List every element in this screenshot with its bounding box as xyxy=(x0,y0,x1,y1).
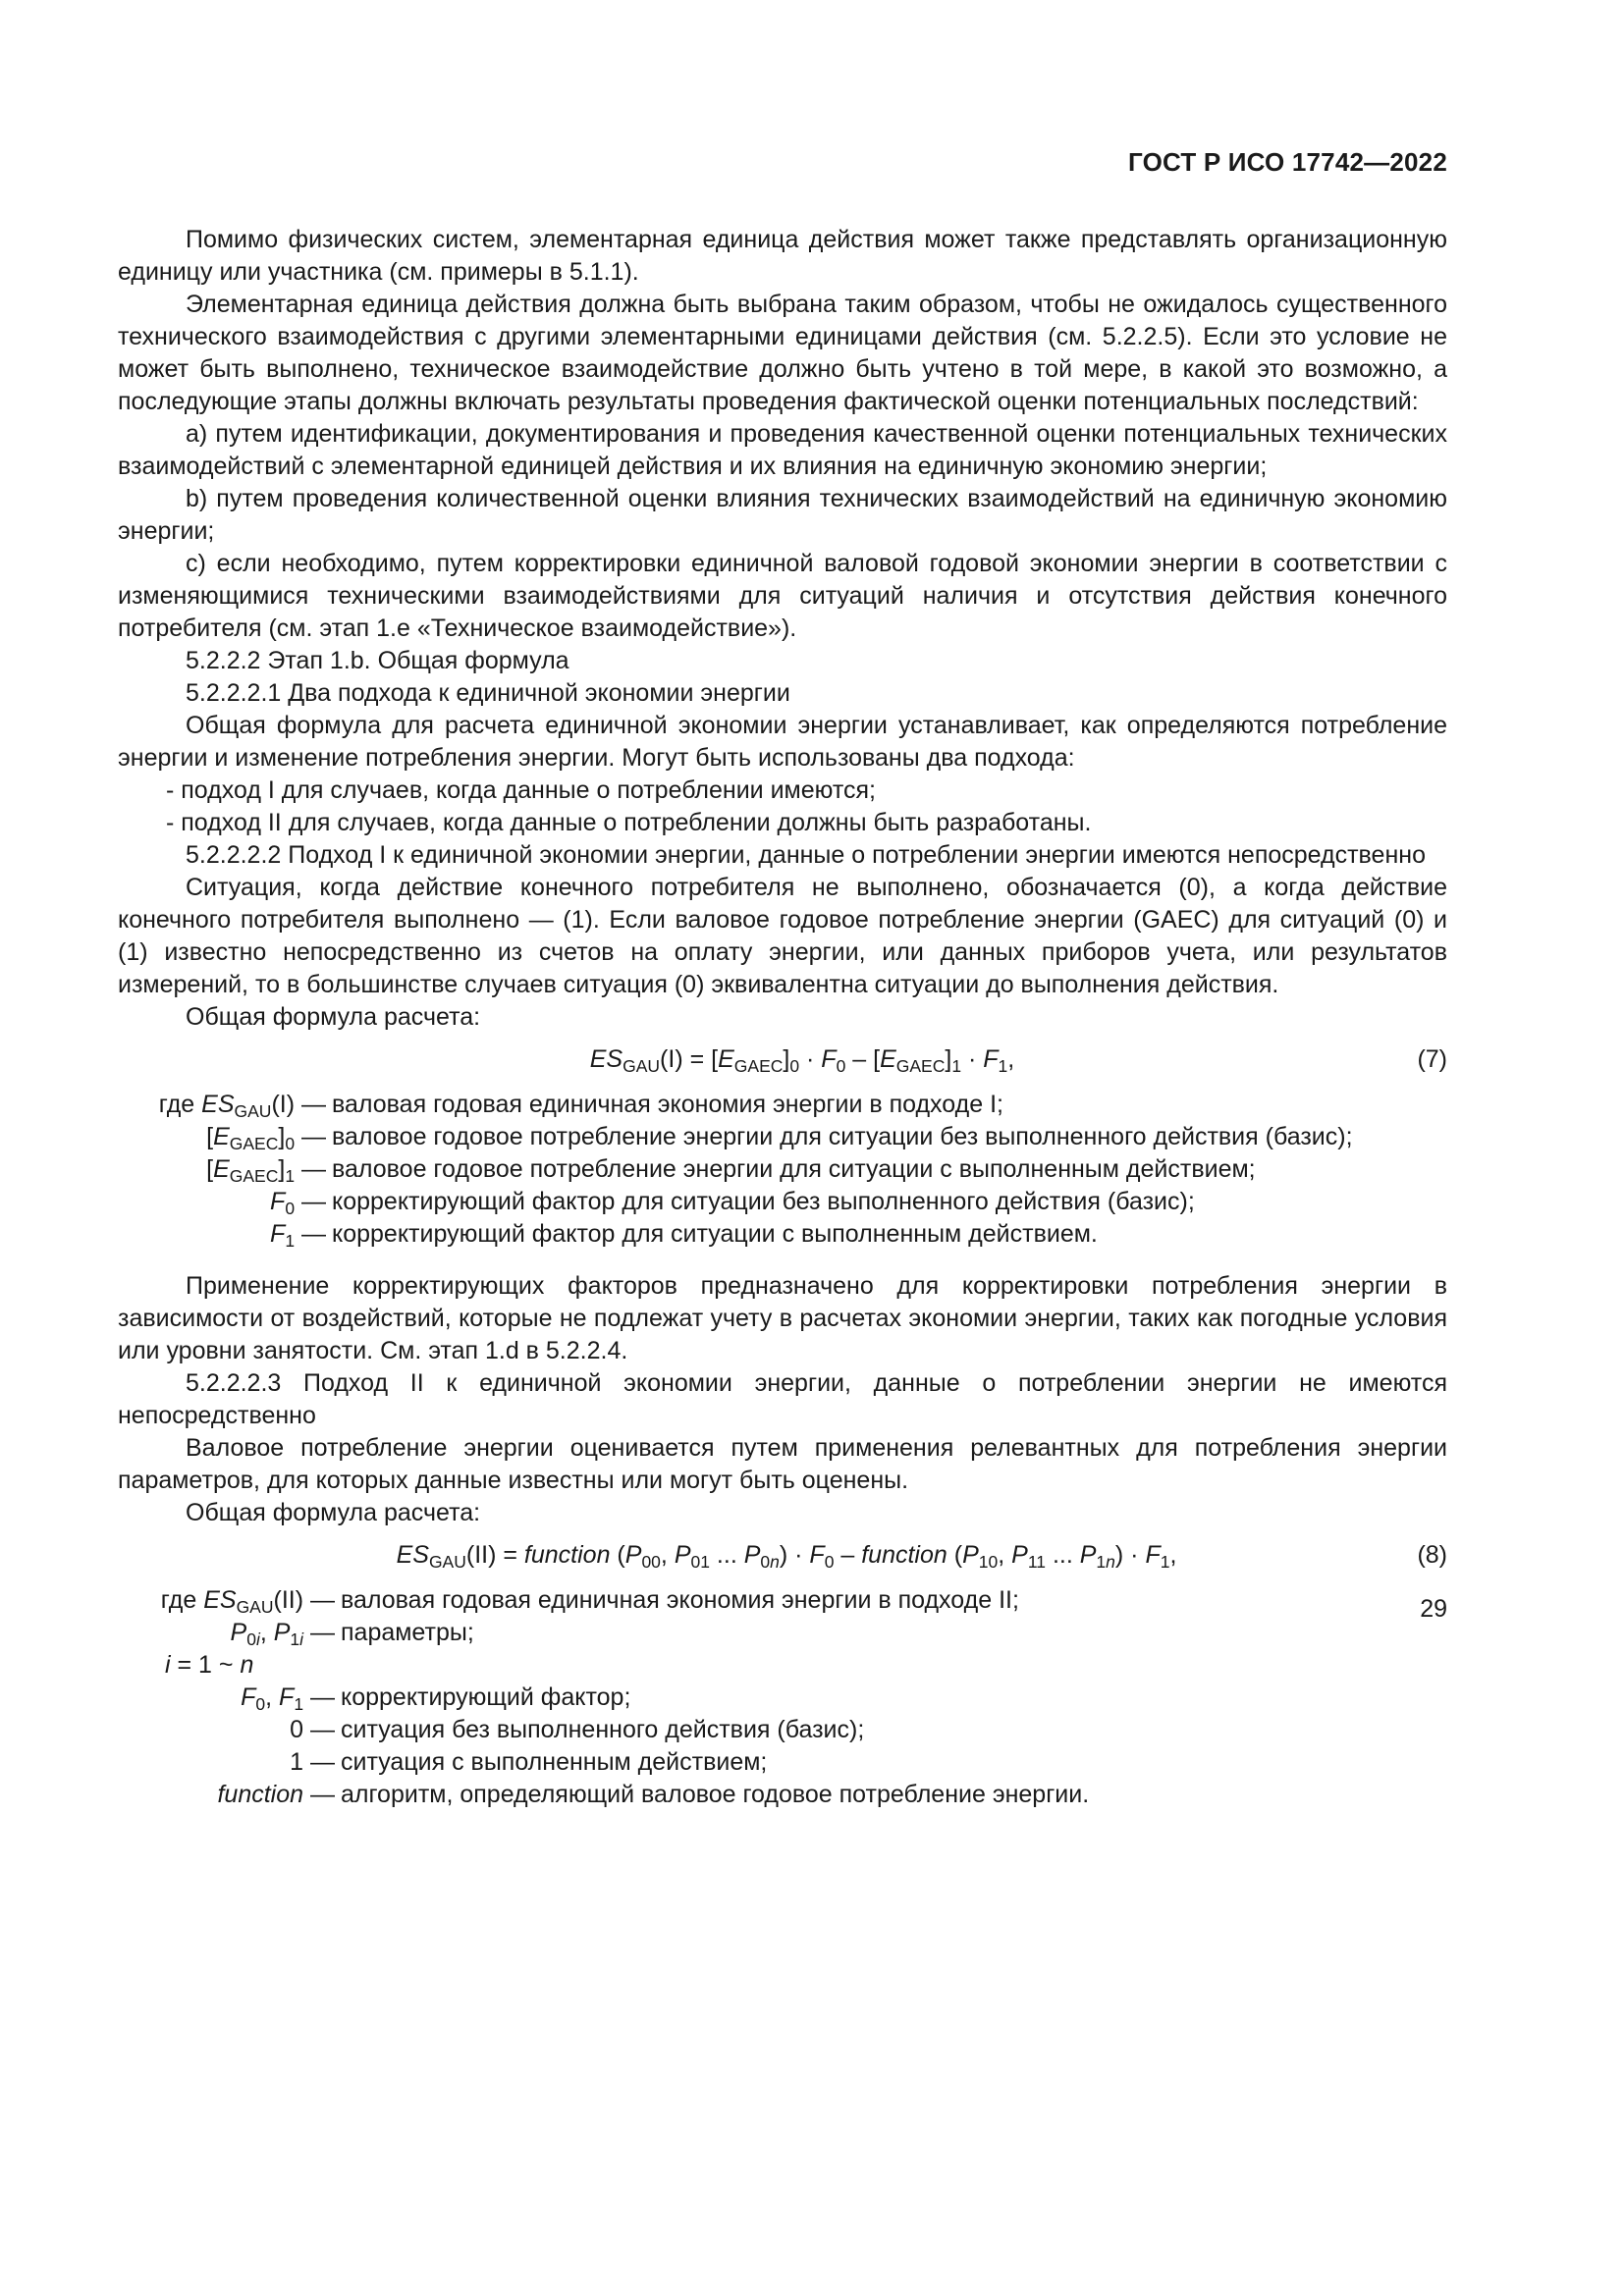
paragraph: Валовое потребление энергии оценивается путем применения релевантных для потребления энергии параметров, для которых данные известны или могут быть оценены. xyxy=(118,1434,1447,1494)
paragraph: Общая формула расчета: xyxy=(186,1499,481,1526)
legend-row: $F_1$ — корректирующий фактор для ситуации с выполненным действием. xyxy=(270,1220,1098,1251)
formula-number: (7) xyxy=(1417,1045,1447,1073)
list-item-a: a) путем идентификации, документирования и проведения качественной оценки потенциальных технических взаимодействий с элементарной единицей действия и их влияния на единичную экономию энергии; xyxy=(118,420,1447,480)
legend-row: $[E_{GAEC}]_0$ — валовое годовое потребление энергии для ситуации без выполненного действия (базис); xyxy=(206,1123,1353,1153)
section-heading: 5.2.2.2.2 Подход I к единичной экономии энергии, данные о потреблении энергии имеются непосредственно xyxy=(186,841,1426,869)
page-number: 29 xyxy=(1420,1595,1447,1623)
legend-row: function — алгоритм, определяющий валовое годовое потребление энергии. xyxy=(217,1781,1090,1808)
legend-row: где $ES_{GAU}(I)$ — валовая годовая единичная экономия энергии в подходе I; xyxy=(158,1091,1003,1121)
dash-list-item: - подход II для случаев, когда данные о потреблении должны быть разработаны. xyxy=(166,809,1092,836)
paragraph: Общая формула расчета: xyxy=(186,1003,481,1031)
formula-8-expression: $ES_{GAU}(II)$ = function ($P_{00}$, $P_{01}$ ... $P_{0n}) \cdot F_0$ – function ($P_{10}$, $P_{11}$ ... $P_{1n}) \cdot F_1$, xyxy=(396,1541,1177,1572)
paragraph: Применение корректирующих факторов предназначено для корректировки потребления энергии в зависимости от воздействий, которые не подлежат учету в расчетах экономии энергии, таких как погодные условия или уровни занятости. См. этап 1.d в 5.2.2.4. xyxy=(118,1272,1447,1364)
formula-8 xyxy=(118,1537,1447,1573)
section-heading: 5.2.2.2.3 Подход II к единичной экономии энергии, данные о потреблении энергии не имеются непосредственно xyxy=(118,1369,1447,1429)
legend-row: 0 — ситуация без выполненного действия (базис); xyxy=(290,1716,865,1743)
legend-row: $F_0$, $F_1$ — корректирующий фактор; xyxy=(241,1683,631,1714)
legend-row: $P_{0i}$, $P_{1i}$ — параметры; xyxy=(230,1619,474,1649)
paragraph: Элементарная единица действия должна быть выбрана таким образом, чтобы не ожидалось существенного технического взаимодействия с другими элементарными единицами действия (см. 5.2.2.5). Если это условие не может быть выполнено, техническое взаимодействие должно быть учтено в той мере, в какой это возможно, а последующие этапы должны включать результаты проведения фактической оценки потенциальных последствий: xyxy=(118,291,1447,415)
list-item-c: c) если необходимо, путем корректировки единичной валовой годовой экономии энергии в соответствии с изменяющимися техническими взаимодействиями для ситуаций наличия и отсутствия действия конечного потребителя (см. этап 1.е «Техническое взаимодействие»). xyxy=(118,550,1447,642)
formula-7-expression: $ES_{GAU}(I) = [E_{GAEC}]_0 \cdot F_0 - [E_{GAEC}]_1 \cdot F_1$, xyxy=(589,1045,1015,1076)
page-body xyxy=(118,224,1447,1831)
section-heading: 5.2.2.2 Этап 1.b. Общая формула xyxy=(186,647,569,674)
paragraph: Помимо физических систем, элементарная единица действия может также представлять организационную единицу или участника (см. примеры в 5.1.1). xyxy=(118,226,1447,286)
legend-row: $F_0$ — корректирующий фактор для ситуации без выполненного действия (базис); xyxy=(270,1188,1195,1218)
formula-8-legend xyxy=(118,1584,1447,1811)
formula-number: (8) xyxy=(1417,1541,1447,1569)
legend-row: $[E_{GAEC}]_1$ — валовое годовое потребление энергии для ситуации с выполненным действием; xyxy=(206,1155,1256,1186)
paragraph: Ситуация, когда действие конечного потребителя не выполнено, обозначается (0), а когда действие конечного потребителя выполнено — (1). Если валовое годовое потребление энергии (GAEC) для ситуаций (0) и (1) известно непосредственно из счетов на оплату энергии, или данных приборов учета, или результатов измерений, то в большинстве случаев ситуация (0) эквивалентна ситуации до выполнения действия. xyxy=(118,874,1447,998)
paragraph: Общая формула для расчета единичной экономии энергии устанавливает, как определяются потребление энергии и изменение потребления энергии. Могут быть использованы два подхода: xyxy=(118,712,1447,772)
legend-row: i = 1 ~ n xyxy=(165,1651,254,1679)
document-code: ГОСТ Р ИСО 17742—2022 xyxy=(1127,147,1447,177)
formula-7-legend xyxy=(118,1089,1447,1251)
list-item-b: b) путем проведения количественной оценки влияния технических взаимодействий на единичную экономию энергии; xyxy=(118,485,1447,545)
legend-row: 1 — ситуация с выполненным действием; xyxy=(290,1748,768,1776)
section-heading: 5.2.2.2.1 Два подхода к единичной экономии энергии xyxy=(186,679,790,707)
formula-7 xyxy=(118,1041,1447,1077)
legend-row: где $ES_{GAU}(II)$ — валовая годовая единичная экономия энергии в подходе II; xyxy=(160,1586,1019,1617)
dash-list-item: - подход I для случаев, когда данные о потреблении имеются; xyxy=(166,776,876,804)
